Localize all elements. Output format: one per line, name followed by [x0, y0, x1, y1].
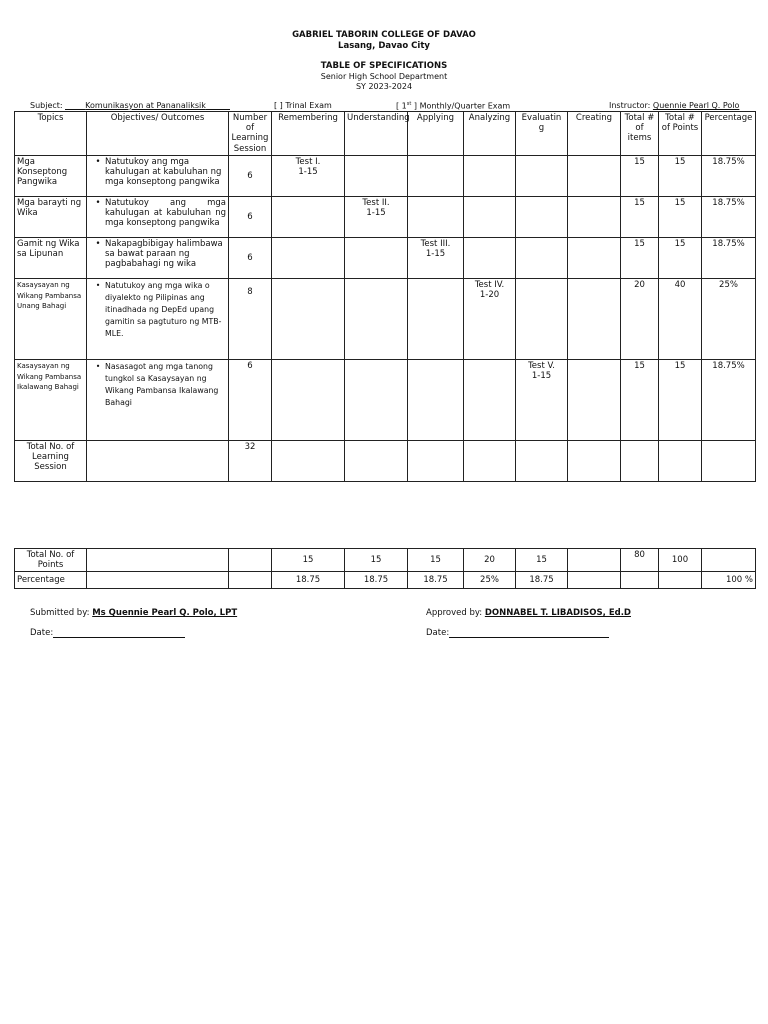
analyzing-cell [464, 359, 516, 440]
header-remembering: Remembering [272, 112, 345, 156]
creating-cell [568, 278, 621, 359]
topic-cell: Kasaysayan ng Wikang Pambansa Unang Bahagi [15, 278, 87, 359]
understanding-percentage: 18.75 [345, 572, 408, 589]
submitted-name: Ms Quennie Pearl Q. Polo, LPT [92, 608, 238, 618]
points-cell: 15 [659, 359, 702, 440]
points-cell: 15 [659, 237, 702, 278]
header-objectives: Objectives/ Outcomes [87, 112, 229, 156]
remembering-cell [272, 278, 345, 359]
total-sessions-row [15, 440, 756, 481]
topic-cell: Kasaysayan ng Wikang Pambansa Ikalawang Bahagi [15, 359, 87, 440]
sessions-cell: 6 [229, 155, 272, 196]
bullet-icon: • [95, 238, 101, 249]
empty-cell [272, 440, 345, 481]
items-cell: 15 [621, 196, 659, 237]
percentage-cell: 18.75% [702, 237, 756, 278]
monthly-exam-option [396, 101, 510, 111]
header-topics: Topics [15, 112, 87, 156]
remembering-points: 15 [272, 549, 345, 572]
sessions-cell: 6 [229, 359, 272, 440]
remembering-percentage: 18.75 [272, 572, 345, 589]
sessions-cell: 6 [229, 237, 272, 278]
table-row [15, 155, 756, 196]
applying-points: 15 [408, 549, 464, 572]
applying-cell [408, 278, 464, 359]
date-line [449, 637, 609, 638]
empty-cell [408, 440, 464, 481]
total-points-value: 100 [659, 549, 702, 572]
empty-cell [659, 572, 702, 589]
topic-cell: Mga barayti ng Wika [15, 196, 87, 237]
sessions-cell: 8 [229, 278, 272, 359]
table-row [15, 237, 756, 278]
percentage-cell: 18.75% [702, 196, 756, 237]
total-items-value: 80 [621, 549, 659, 572]
bullet-icon: • [95, 156, 101, 167]
subject-label: Subject: [30, 101, 63, 110]
bullet-icon: • [95, 361, 101, 371]
percentage-cell: 25% [702, 278, 756, 359]
creating-cell [568, 196, 621, 237]
table-row [15, 196, 756, 237]
evaluating-cell [516, 155, 568, 196]
table-row [15, 359, 756, 440]
empty-cell [345, 440, 408, 481]
header-total-items: Total # of items [621, 112, 659, 156]
empty-cell [464, 440, 516, 481]
objective-text: Nakapagbibigay halimbawa sa bawat paraan ng pagbabahagi ng wika [105, 238, 223, 270]
topic-cell: Gamit ng Wika sa Lipunan [15, 237, 87, 278]
points-cell: 15 [659, 196, 702, 237]
header-evaluating: Evaluatin g [516, 112, 568, 156]
total-sessions-label: Total No. of Learning Session [15, 440, 87, 481]
understanding-cell: Test II. 1-15 [345, 196, 408, 237]
empty-cell [621, 572, 659, 589]
evaluating-cell [516, 278, 568, 359]
empty-cell [621, 440, 659, 481]
evaluating-cell [516, 196, 568, 237]
school-location: Lasang, Davao City [338, 41, 430, 51]
header-percentage: Percentage [702, 112, 756, 156]
points-cell: 40 [659, 278, 702, 359]
empty-cell [702, 440, 756, 481]
header-creating: Creating [568, 112, 621, 156]
summary-table [14, 548, 756, 589]
understanding-cell [345, 155, 408, 196]
document-title: TABLE OF SPECIFICATIONS [320, 61, 448, 71]
school-name: GABRIEL TABORIN COLLEGE OF DAVAO [292, 30, 476, 40]
empty-cell [87, 549, 229, 572]
remembering-cell [272, 359, 345, 440]
specifications-table [14, 111, 756, 482]
empty-cell [702, 549, 756, 572]
evaluating-cell: Test V. 1-15 [516, 359, 568, 440]
analyzing-points: 20 [464, 549, 516, 572]
header-sessions: Number of Learning Session [229, 112, 272, 156]
monthly-bracket-close: ] [413, 101, 418, 111]
instructor-label: Instructor: [609, 101, 651, 110]
date-label: Date: [30, 628, 54, 638]
submitted-by [30, 608, 237, 618]
submitted-date [30, 628, 185, 638]
total-sessions-value: 32 [229, 440, 272, 481]
school-year: SY 2023-2024 [355, 82, 413, 91]
empty-cell [568, 572, 621, 589]
percentage-cell: 18.75% [702, 359, 756, 440]
creating-cell [568, 359, 621, 440]
objective-cell [87, 237, 229, 278]
empty-cell [87, 440, 229, 481]
evaluating-percentage: 18.75 [516, 572, 568, 589]
percentage-label: Percentage [15, 572, 87, 589]
monthly-sup: st [406, 101, 412, 107]
understanding-cell [345, 237, 408, 278]
remembering-cell: Test I. 1-15 [272, 155, 345, 196]
sessions-cell: 6 [229, 196, 272, 237]
instructor-value: Quennie Pearl Q. Polo [652, 101, 740, 110]
empty-cell [87, 572, 229, 589]
items-cell: 15 [621, 237, 659, 278]
header-applying: Applying [408, 112, 464, 156]
submitted-label: Submitted by: [30, 608, 90, 618]
approved-by [426, 608, 631, 618]
evaluating-points: 15 [516, 549, 568, 572]
table-row [15, 278, 756, 359]
items-cell: 15 [621, 359, 659, 440]
header-row [15, 112, 756, 156]
monthly-label: Monthly/Quarter Exam [419, 101, 511, 111]
objective-cell [87, 278, 229, 359]
header-understanding: Understanding [345, 112, 408, 156]
applying-cell: Test III. 1-15 [408, 237, 464, 278]
analyzing-cell [464, 237, 516, 278]
applying-cell [408, 155, 464, 196]
items-cell: 15 [621, 155, 659, 196]
trial-exam-option [274, 101, 332, 110]
evaluating-cell [516, 237, 568, 278]
empty-cell [568, 549, 621, 572]
date-line [53, 637, 185, 638]
objective-text: Natutukoy ang mga kahulugan at kabuluhan ng mga konseptong pangwika [105, 156, 222, 188]
objective-cell [87, 359, 229, 440]
monthly-bracket-open: [ 1 [396, 101, 407, 111]
remembering-cell [272, 237, 345, 278]
approved-date [426, 628, 609, 638]
objective-cell [87, 155, 229, 196]
applying-cell [408, 196, 464, 237]
understanding-cell [345, 278, 408, 359]
total-points-row [15, 549, 756, 572]
points-cell: 15 [659, 155, 702, 196]
creating-cell [568, 237, 621, 278]
date-label: Date: [426, 628, 450, 638]
empty-cell [229, 549, 272, 572]
percentage-row [15, 572, 756, 589]
department: Senior High School Department [320, 72, 448, 81]
remembering-cell [272, 196, 345, 237]
topic-cell: Mga Konseptong Pangwika [15, 155, 87, 196]
instructor-line [609, 101, 739, 110]
analyzing-percentage: 25% [464, 572, 516, 589]
creating-cell [568, 155, 621, 196]
subject-line-post [206, 109, 230, 110]
understanding-points: 15 [345, 549, 408, 572]
header-analyzing: Analyzing [464, 112, 516, 156]
objective-text: Natutukoy ang mga kahulugan at kabuluhan ng mga konseptong pangwika [105, 197, 226, 229]
subject-value: Komunikasyon at Pananaliksik [85, 101, 206, 110]
header-total-points: Total # of Points [659, 112, 702, 156]
objective-text: Nasasagot ang mga tanong tungkol sa Kasaysayan ng Wikang Pambansa Ikalawang Bahagi [105, 361, 219, 407]
empty-cell [568, 440, 621, 481]
bullet-icon: • [95, 280, 101, 290]
empty-cell [516, 440, 568, 481]
items-cell: 20 [621, 278, 659, 359]
bullet-icon: • [95, 197, 101, 208]
total-points-label: Total No. of Points [15, 549, 87, 572]
empty-cell [229, 572, 272, 589]
understanding-cell [345, 359, 408, 440]
analyzing-cell [464, 155, 516, 196]
applying-cell [408, 359, 464, 440]
subject-line [30, 101, 230, 110]
objective-text: Natutukoy ang mga wika o diyalekto ng Pilipinas ang itinadhada ng DepEd upang gamitin sa pagtuturo ng MTB-MLE. [105, 280, 222, 339]
analyzing-cell: Test IV. 1-20 [464, 278, 516, 359]
approved-label: Approved by: [426, 608, 483, 618]
objective-cell [87, 196, 229, 237]
analyzing-cell [464, 196, 516, 237]
percentage-cell: 18.75% [702, 155, 756, 196]
applying-percentage: 18.75 [408, 572, 464, 589]
total-percentage-value: 100 % [702, 572, 756, 589]
trial-label: Trinal Exam [285, 101, 332, 110]
trial-bracket: [ ] [274, 101, 283, 110]
empty-cell [659, 440, 702, 481]
approved-name: DONNABEL T. LIBADISOS, Ed.D [484, 608, 631, 618]
subject-line-pre [65, 109, 85, 110]
